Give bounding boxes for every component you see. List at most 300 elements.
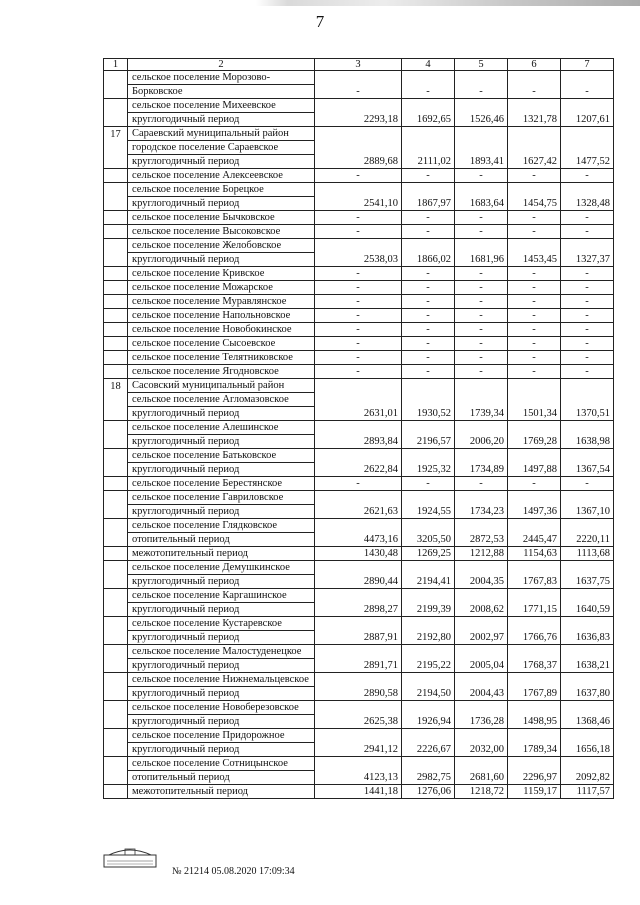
- value-cell: [508, 141, 561, 155]
- table-row: [104, 631, 614, 645]
- value-cell: [508, 127, 561, 141]
- value-cell: 1683,64: [455, 197, 508, 211]
- value-cell: [508, 393, 561, 407]
- value-cell: 1867,97: [402, 197, 455, 211]
- value-cell: -: [561, 225, 614, 239]
- row-index-cell: [104, 253, 128, 267]
- value-cell: -: [508, 337, 561, 351]
- row-index-cell: [104, 267, 128, 281]
- row-name-cell: сельское поселение Телятниковское: [128, 351, 315, 365]
- value-cell: -: [315, 267, 402, 281]
- value-cell: [315, 421, 402, 435]
- value-cell: -: [508, 323, 561, 337]
- value-cell: [402, 701, 455, 715]
- table-row: [104, 687, 614, 701]
- row-name-cell: сельское поселение Сысоевское: [128, 337, 315, 351]
- value-cell: -: [455, 477, 508, 491]
- value-cell: -: [508, 309, 561, 323]
- value-cell: 1767,83: [508, 575, 561, 589]
- value-cell: [402, 673, 455, 687]
- row-name-cell: круглогодичный период: [128, 505, 315, 519]
- table-row: [104, 113, 614, 127]
- row-name-cell: круглогодичный период: [128, 687, 315, 701]
- row-name-cell: сельское поселение Можарское: [128, 281, 315, 295]
- value-cell: [508, 421, 561, 435]
- value-cell: 2887,91: [315, 631, 402, 645]
- row-name-cell: сельское поселение Гавриловское: [128, 491, 315, 505]
- row-index-cell: [104, 519, 128, 533]
- row-index-cell: [104, 617, 128, 631]
- value-cell: -: [561, 365, 614, 379]
- value-cell: [561, 589, 614, 603]
- value-cell: [455, 519, 508, 533]
- column-header: 1: [104, 59, 128, 71]
- value-cell: 1113,68: [561, 547, 614, 561]
- row-name-cell: сельское поселение Желобовское: [128, 239, 315, 253]
- value-cell: [402, 589, 455, 603]
- value-cell: 2004,43: [455, 687, 508, 701]
- value-cell: -: [315, 365, 402, 379]
- row-index-cell: [104, 771, 128, 785]
- table-row: [104, 603, 614, 617]
- value-cell: [315, 617, 402, 631]
- row-index-cell: [104, 687, 128, 701]
- row-index-cell: [104, 505, 128, 519]
- table-row: [104, 491, 614, 505]
- value-cell: [315, 99, 402, 113]
- value-cell: 2192,80: [402, 631, 455, 645]
- value-cell: 1656,18: [561, 743, 614, 757]
- row-index-cell: [104, 673, 128, 687]
- column-header: 4: [402, 59, 455, 71]
- value-cell: 1154,63: [508, 547, 561, 561]
- value-cell: 2541,10: [315, 197, 402, 211]
- value-cell: 1926,94: [402, 715, 455, 729]
- row-name-cell: сельское поселение Берестянское: [128, 477, 315, 491]
- row-name-cell: отопительный период: [128, 533, 315, 547]
- value-cell: -: [508, 351, 561, 365]
- value-cell: [455, 141, 508, 155]
- table-row: [104, 561, 614, 575]
- value-cell: [315, 379, 402, 393]
- table-row: [104, 365, 614, 379]
- value-cell: [402, 379, 455, 393]
- value-cell: 2890,44: [315, 575, 402, 589]
- row-name-cell: сельское поселение Алешинское: [128, 421, 315, 435]
- value-cell: -: [561, 323, 614, 337]
- row-index-cell: 17: [104, 127, 128, 141]
- value-cell: [508, 729, 561, 743]
- value-cell: -: [508, 225, 561, 239]
- row-name-cell: городское поселение Сараевское: [128, 141, 315, 155]
- value-cell: -: [455, 351, 508, 365]
- value-cell: -: [561, 169, 614, 183]
- value-cell: [315, 519, 402, 533]
- value-cell: -: [402, 477, 455, 491]
- table-row: [104, 547, 614, 561]
- table-row: [104, 617, 614, 631]
- value-cell: 2941,12: [315, 743, 402, 757]
- value-cell: 2893,84: [315, 435, 402, 449]
- row-name-cell: круглогодичный период: [128, 113, 315, 127]
- table-row: [104, 435, 614, 449]
- value-cell: [315, 673, 402, 687]
- row-name-cell: сельское поселение Кривское: [128, 267, 315, 281]
- row-index-cell: [104, 295, 128, 309]
- row-index-cell: [104, 743, 128, 757]
- value-cell: [561, 701, 614, 715]
- row-index-cell: [104, 757, 128, 771]
- table-row: [104, 673, 614, 687]
- row-index-cell: [104, 603, 128, 617]
- value-cell: 2621,63: [315, 505, 402, 519]
- value-cell: [561, 519, 614, 533]
- value-cell: 1627,42: [508, 155, 561, 169]
- table-row: [104, 715, 614, 729]
- value-cell: [561, 421, 614, 435]
- value-cell: -: [561, 295, 614, 309]
- page-number: 7: [315, 12, 325, 31]
- value-cell: -: [315, 477, 402, 491]
- value-cell: 1497,88: [508, 463, 561, 477]
- value-cell: [508, 561, 561, 575]
- seal-stamp-icon: [103, 845, 157, 871]
- table-row: [104, 141, 614, 155]
- row-index-cell: [104, 113, 128, 127]
- table-row: [104, 407, 614, 421]
- value-cell: 1367,10: [561, 505, 614, 519]
- value-cell: -: [402, 309, 455, 323]
- table-row: [104, 309, 614, 323]
- row-index-cell: [104, 701, 128, 715]
- row-index-cell: [104, 589, 128, 603]
- value-cell: 1734,89: [455, 463, 508, 477]
- value-cell: 1638,21: [561, 659, 614, 673]
- value-cell: [508, 645, 561, 659]
- row-name-cell: сельское поселение Михеевское: [128, 99, 315, 113]
- row-index-cell: [104, 351, 128, 365]
- value-cell: 1498,95: [508, 715, 561, 729]
- value-cell: 2445,47: [508, 533, 561, 547]
- value-cell: 1212,88: [455, 547, 508, 561]
- value-cell: 2982,75: [402, 771, 455, 785]
- table-row: [104, 589, 614, 603]
- value-cell: [561, 127, 614, 141]
- value-cell: -: [315, 337, 402, 351]
- value-cell: -: [402, 169, 455, 183]
- value-cell: [402, 561, 455, 575]
- value-cell: 2898,27: [315, 603, 402, 617]
- value-cell: 2195,22: [402, 659, 455, 673]
- row-index-cell: [104, 281, 128, 295]
- value-cell: 1477,52: [561, 155, 614, 169]
- value-cell: 1367,54: [561, 463, 614, 477]
- value-cell: -: [402, 365, 455, 379]
- value-cell: 2032,00: [455, 743, 508, 757]
- row-name-cell: сельское поселение Высоковское: [128, 225, 315, 239]
- row-name-cell: круглогодичный период: [128, 463, 315, 477]
- value-cell: [315, 393, 402, 407]
- value-cell: [455, 127, 508, 141]
- value-cell: [561, 645, 614, 659]
- value-cell: [561, 449, 614, 463]
- value-cell: 1159,17: [508, 785, 561, 799]
- value-cell: 1766,76: [508, 631, 561, 645]
- scan-edge: [0, 0, 640, 6]
- table-row: [104, 71, 614, 85]
- value-cell: [455, 99, 508, 113]
- value-cell: 1637,75: [561, 575, 614, 589]
- value-cell: 1736,28: [455, 715, 508, 729]
- row-index-cell: [104, 141, 128, 155]
- row-index-cell: [104, 239, 128, 253]
- value-cell: -: [455, 267, 508, 281]
- row-index-cell: [104, 225, 128, 239]
- value-cell: -: [508, 365, 561, 379]
- value-cell: [508, 617, 561, 631]
- value-cell: 1771,15: [508, 603, 561, 617]
- row-name-cell: круглогодичный период: [128, 197, 315, 211]
- value-cell: 1767,89: [508, 687, 561, 701]
- column-header: 6: [508, 59, 561, 71]
- row-name-cell: сельское поселение Новоберезовское: [128, 701, 315, 715]
- value-cell: [508, 239, 561, 253]
- table-row: [104, 757, 614, 771]
- value-cell: [315, 71, 402, 85]
- table-row: [104, 211, 614, 225]
- table-row: [104, 323, 614, 337]
- value-cell: [561, 183, 614, 197]
- value-cell: [508, 491, 561, 505]
- value-cell: [315, 127, 402, 141]
- table-row: [104, 701, 614, 715]
- value-cell: [455, 701, 508, 715]
- table-header-row: [104, 59, 614, 71]
- row-name-cell: сельское поселение Глядковское: [128, 519, 315, 533]
- value-cell: 2006,20: [455, 435, 508, 449]
- value-cell: [561, 99, 614, 113]
- value-cell: [455, 449, 508, 463]
- row-index-cell: [104, 715, 128, 729]
- value-cell: [561, 757, 614, 771]
- value-cell: -: [561, 351, 614, 365]
- value-cell: -: [561, 85, 614, 99]
- value-cell: [508, 589, 561, 603]
- value-cell: -: [455, 211, 508, 225]
- value-cell: 2890,58: [315, 687, 402, 701]
- value-cell: [455, 421, 508, 435]
- value-cell: [561, 729, 614, 743]
- row-index-cell: [104, 449, 128, 463]
- value-cell: [402, 729, 455, 743]
- value-cell: [402, 421, 455, 435]
- row-index-cell: [104, 99, 128, 113]
- row-name-cell: круглогодичный период: [128, 435, 315, 449]
- value-cell: [402, 239, 455, 253]
- row-index-cell: [104, 477, 128, 491]
- value-cell: -: [508, 169, 561, 183]
- row-name-cell: круглогодичный период: [128, 603, 315, 617]
- row-index-cell: [104, 85, 128, 99]
- value-cell: -: [315, 281, 402, 295]
- value-cell: 1924,55: [402, 505, 455, 519]
- value-cell: -: [508, 85, 561, 99]
- table-row: [104, 519, 614, 533]
- value-cell: 1768,37: [508, 659, 561, 673]
- value-cell: [561, 141, 614, 155]
- value-cell: [561, 239, 614, 253]
- value-cell: -: [455, 365, 508, 379]
- table-row: [104, 253, 614, 267]
- row-name-cell: отопительный период: [128, 771, 315, 785]
- value-cell: 1327,37: [561, 253, 614, 267]
- row-name-cell: круглогодичный период: [128, 575, 315, 589]
- value-cell: -: [561, 309, 614, 323]
- value-cell: [315, 645, 402, 659]
- value-cell: [455, 183, 508, 197]
- table-row: [104, 267, 614, 281]
- row-index-cell: [104, 547, 128, 561]
- value-cell: 2111,02: [402, 155, 455, 169]
- value-cell: [315, 589, 402, 603]
- column-header: 7: [561, 59, 614, 71]
- value-cell: [402, 519, 455, 533]
- row-index-cell: 18: [104, 379, 128, 393]
- value-cell: 1276,06: [402, 785, 455, 799]
- value-cell: 3205,50: [402, 533, 455, 547]
- row-name-cell: круглогодичный период: [128, 155, 315, 169]
- row-index-cell: [104, 533, 128, 547]
- row-index-cell: [104, 561, 128, 575]
- row-index-cell: [104, 183, 128, 197]
- value-cell: 1269,25: [402, 547, 455, 561]
- value-cell: 1501,34: [508, 407, 561, 421]
- table-row: [104, 449, 614, 463]
- value-cell: 1681,96: [455, 253, 508, 267]
- value-cell: -: [315, 295, 402, 309]
- value-cell: -: [455, 323, 508, 337]
- value-cell: [508, 757, 561, 771]
- value-cell: [315, 141, 402, 155]
- row-index-cell: [104, 631, 128, 645]
- row-index-cell: [104, 211, 128, 225]
- row-index-cell: [104, 435, 128, 449]
- row-index-cell: [104, 407, 128, 421]
- value-cell: 1636,83: [561, 631, 614, 645]
- row-name-cell: сельское поселение Морозово-: [128, 71, 315, 85]
- row-name-cell: сельское поселение Придорожное: [128, 729, 315, 743]
- value-cell: 2092,82: [561, 771, 614, 785]
- value-cell: -: [455, 169, 508, 183]
- value-cell: 2889,68: [315, 155, 402, 169]
- value-cell: -: [508, 477, 561, 491]
- value-cell: 1441,18: [315, 785, 402, 799]
- row-index-cell: [104, 197, 128, 211]
- value-cell: -: [315, 85, 402, 99]
- table-row: [104, 421, 614, 435]
- value-cell: 1734,23: [455, 505, 508, 519]
- value-cell: [455, 589, 508, 603]
- value-cell: [561, 379, 614, 393]
- value-cell: -: [455, 85, 508, 99]
- row-name-cell: сельское поселение Сотницынское: [128, 757, 315, 771]
- table-row: [104, 771, 614, 785]
- value-cell: 1638,98: [561, 435, 614, 449]
- row-index-cell: [104, 645, 128, 659]
- value-cell: 1739,34: [455, 407, 508, 421]
- value-cell: 2631,01: [315, 407, 402, 421]
- value-cell: 2008,62: [455, 603, 508, 617]
- value-cell: [455, 729, 508, 743]
- value-cell: 2296,97: [508, 771, 561, 785]
- table-row: [104, 645, 614, 659]
- row-name-cell: сельское поселение Агломазовское: [128, 393, 315, 407]
- column-header: 2: [128, 59, 315, 71]
- value-cell: [455, 379, 508, 393]
- value-cell: 2625,38: [315, 715, 402, 729]
- value-cell: -: [508, 211, 561, 225]
- value-cell: 4123,13: [315, 771, 402, 785]
- value-cell: [402, 127, 455, 141]
- row-index-cell: [104, 491, 128, 505]
- value-cell: [455, 71, 508, 85]
- value-cell: [561, 393, 614, 407]
- row-index-cell: [104, 337, 128, 351]
- value-cell: [455, 757, 508, 771]
- value-cell: -: [561, 211, 614, 225]
- value-cell: -: [402, 323, 455, 337]
- value-cell: [402, 645, 455, 659]
- value-cell: 1930,52: [402, 407, 455, 421]
- value-cell: 1453,45: [508, 253, 561, 267]
- row-name-cell: Сараевский муниципальный район: [128, 127, 315, 141]
- value-cell: 1321,78: [508, 113, 561, 127]
- table-row: [104, 99, 614, 113]
- value-cell: -: [561, 267, 614, 281]
- value-cell: [402, 71, 455, 85]
- row-index-cell: [104, 155, 128, 169]
- value-cell: [508, 71, 561, 85]
- row-name-cell: Сасовский муниципальный район: [128, 379, 315, 393]
- value-cell: [315, 491, 402, 505]
- value-cell: [402, 617, 455, 631]
- value-cell: [455, 617, 508, 631]
- value-cell: -: [508, 295, 561, 309]
- table-row: [104, 729, 614, 743]
- value-cell: [402, 491, 455, 505]
- value-cell: 1789,34: [508, 743, 561, 757]
- value-cell: [402, 141, 455, 155]
- table-row: [104, 85, 614, 99]
- value-cell: -: [402, 281, 455, 295]
- value-cell: -: [455, 337, 508, 351]
- value-cell: 2293,18: [315, 113, 402, 127]
- table-row: [104, 295, 614, 309]
- table-row: [104, 337, 614, 351]
- value-cell: -: [508, 281, 561, 295]
- row-name-cell: сельское поселение Нижнемальцевское: [128, 673, 315, 687]
- value-cell: 1769,28: [508, 435, 561, 449]
- value-cell: [455, 645, 508, 659]
- value-cell: 1526,46: [455, 113, 508, 127]
- value-cell: 4473,16: [315, 533, 402, 547]
- value-cell: [508, 99, 561, 113]
- table-row: [104, 575, 614, 589]
- table-row: [104, 379, 614, 393]
- value-cell: 2194,41: [402, 575, 455, 589]
- table-row: [104, 183, 614, 197]
- value-cell: [455, 561, 508, 575]
